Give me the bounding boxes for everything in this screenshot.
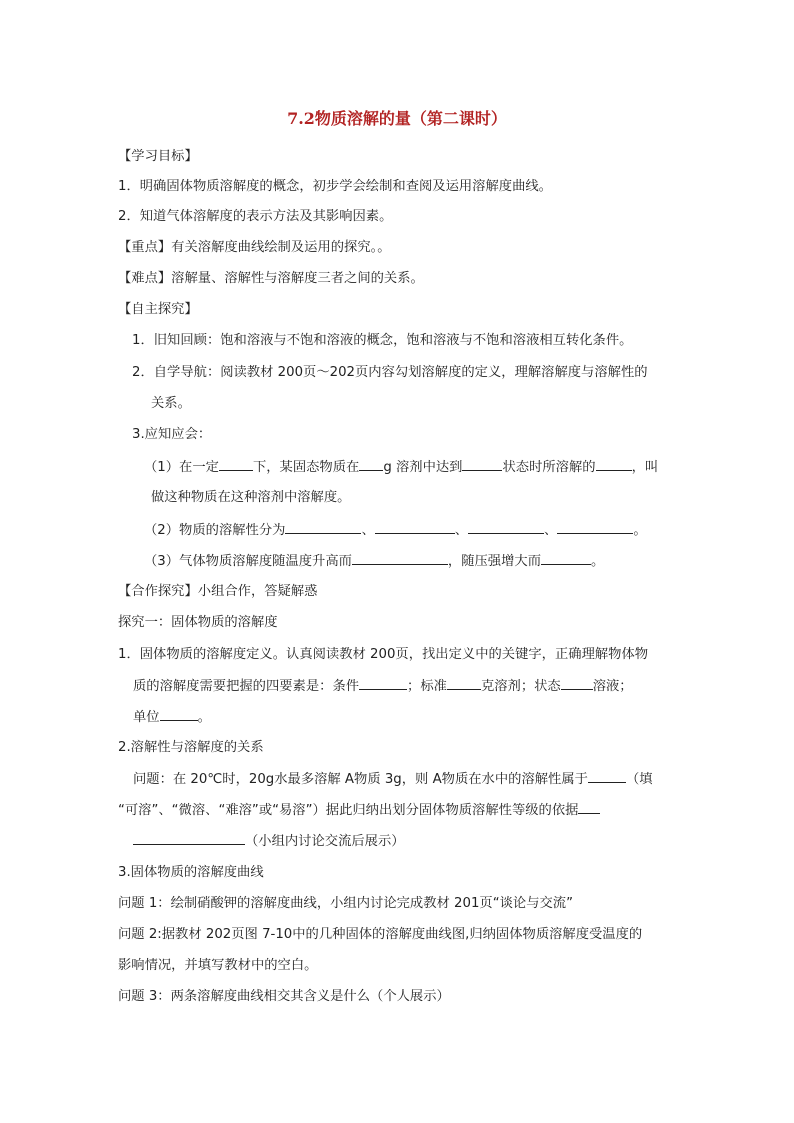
q2-end: 。: [633, 523, 647, 538]
blank-temperature-effect[interactable]: [352, 552, 448, 565]
p1-text-a: 质的溶解度需要把握的四要素是：条件: [133, 679, 360, 694]
blank-solubility-4[interactable]: [557, 521, 633, 534]
p2-text-a: 问题：在 20℃时，20g水最多溶解 A物质 3g，则 A物质在水中的溶解性属于: [133, 772, 588, 787]
p1-text-d: 溶液；: [592, 679, 633, 694]
nav-item-line1: 2．自学导航：阅读教材 200页～202页内容勾划溶解度的定义，理解溶解度与溶解性的: [132, 365, 648, 380]
q1-text-b: 下，某固态物质在: [252, 460, 360, 475]
blank-basis[interactable]: [133, 832, 245, 845]
cooperation-header: 【合作探究】小组合作，答疑解惑: [118, 584, 318, 599]
part-2-header: 2.溶解性与溶解度的关系: [118, 740, 264, 755]
blank-basis-start[interactable]: [578, 801, 600, 814]
q1-text-a: （1）在一定: [144, 460, 219, 475]
question-1-line2: 做这种物质在这种溶剂中溶解度。: [151, 490, 351, 505]
review-item: 1．旧知回顾：饱和溶液与不饱和溶液的概念，饱和溶液与不饱和溶液相互转化条件。: [132, 333, 633, 348]
blank-pressure-effect[interactable]: [541, 552, 591, 565]
blank-factor-state[interactable]: [561, 677, 593, 690]
blank-solubility-3[interactable]: [468, 521, 544, 534]
blank-factor-unit[interactable]: [160, 708, 198, 721]
q2-separator: 、: [544, 523, 558, 538]
q1-text-d: 状态时所溶解的: [502, 460, 596, 475]
blank-amount[interactable]: [596, 458, 632, 471]
q2-separator: 、: [454, 523, 469, 538]
blank-solubility-1[interactable]: [285, 521, 361, 534]
blank-solvent-mass[interactable]: [359, 458, 383, 471]
p1-text-c: 克溶剂；状态: [480, 679, 561, 694]
q3-text-b: ，随压强增大而: [447, 554, 541, 569]
explore-1-title: 探究一：固体物质的溶解度: [118, 615, 278, 630]
q3-end: 。: [591, 554, 605, 569]
p2-text-b: （填: [625, 772, 653, 787]
part-1-line1: 1．固体物质的溶解度定义。认真阅读教材 200页，找出定义中的关键字，正确理解物体物: [118, 647, 649, 662]
goals-header: 【学习目标】: [118, 149, 198, 164]
apply-header: 3.应知应会：: [132, 427, 212, 442]
self-study-header: 【自主探究】: [118, 302, 198, 317]
q2-separator: 、: [361, 523, 375, 538]
part-2-line2: [118, 801, 600, 820]
p1-text-e: 单位: [133, 710, 160, 725]
p1-text-b: ；标准: [407, 679, 447, 694]
question-item-3: 问题 3：两条溶解度曲线相交其含义是什么（个人展示）: [118, 989, 450, 1004]
question-1-line1: [144, 458, 658, 477]
goal-2: 2．知道气体溶解度的表示方法及其影响因素。: [118, 209, 393, 224]
question-item-1: 问题 1：绘制硝酸钾的溶解度曲线，小组内讨论完成教材 201页“谈论与交流”: [118, 896, 573, 911]
q2-text: （2）物质的溶解性分为: [144, 523, 286, 538]
blank-solubility-class[interactable]: [588, 770, 626, 783]
blank-solubility-2[interactable]: [375, 521, 455, 534]
q1-text-e: ，叫: [631, 460, 659, 475]
difficulty: 【难点】溶解量、溶解性与溶解度三者之间的关系。: [118, 271, 424, 286]
blank-factor-condition[interactable]: [359, 677, 407, 690]
question-item-2-line1: 问题 2:据教材 202页图 7-10中的几种固体的溶解度曲线图,归纳固体物质溶解度受温度的: [118, 927, 643, 942]
blank-condition[interactable]: [219, 458, 253, 471]
part-1-line2: [133, 677, 633, 696]
question-item-2-line2: 影响情况，并填写教材中的空白。: [118, 958, 318, 973]
question-3: [144, 552, 604, 571]
p2-text-line2: “可溶”、“微溶、“难溶”或“易溶”）据此归纳出划分固体物质溶解性等级的依据: [118, 803, 579, 818]
p2-text-c: （小组内讨论交流后展示）: [245, 834, 405, 849]
part-2-line3: [133, 832, 405, 851]
nav-item-line2: 关系。: [151, 396, 191, 411]
question-2: [144, 521, 647, 540]
page-title: 7.2物质溶解的量（第二课时）: [287, 109, 507, 128]
goal-1: 1．明确固体物质溶解度的概念，初步学会绘制和查阅及运用溶解度曲线。: [118, 179, 552, 194]
part-1-line3: [133, 708, 211, 727]
blank-state[interactable]: [462, 458, 502, 471]
q1-text-c: g 溶剂中达到: [383, 460, 463, 475]
q3-text-a: （3）气体物质溶解度随温度升高而: [144, 554, 352, 569]
part-3-header: 3.固体物质的溶解度曲线: [118, 865, 264, 880]
part-2-line1: [133, 770, 653, 789]
blank-factor-standard[interactable]: [447, 677, 481, 690]
key-point: 【重点】有关溶解度曲线绘制及运用的探究。。: [118, 240, 391, 255]
p1-end: 。: [197, 710, 211, 725]
